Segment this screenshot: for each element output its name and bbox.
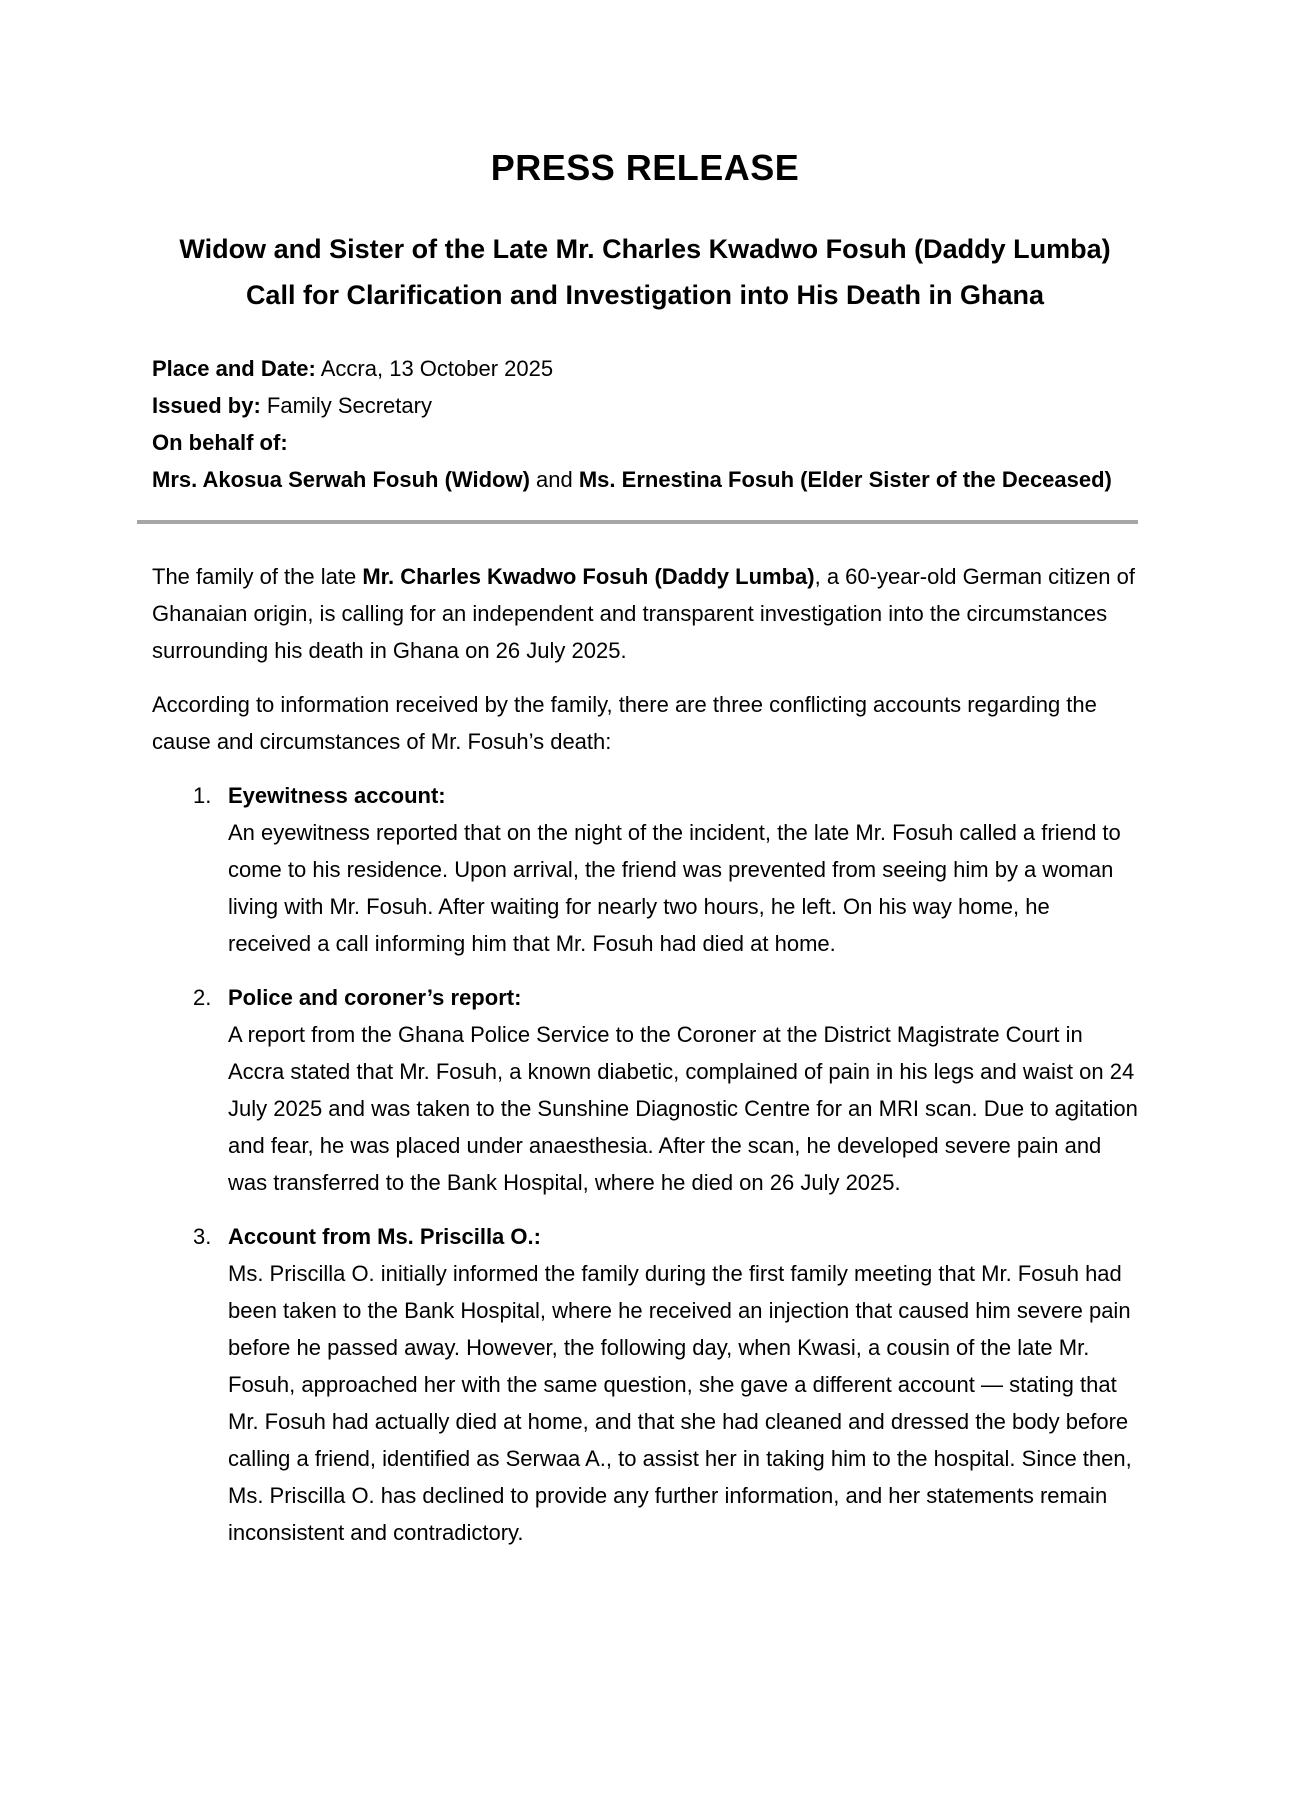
list-number: 2.	[193, 985, 212, 1010]
intro-paragraph	[152, 558, 1138, 669]
account-body: A report from the Ghana Police Service to the Coroner at the District Magistrate Court in Accra stated that Mr. Fosuh, a known diabetic, complained of pain in his legs and waist on 24 July 2025 and was taken to the Sunshine Diagnostic Centre for an MRI scan. Due to agitation and fear, he was placed under anaesthesia. After the scan, he developed severe pain and was transferred to the Bank Hospital, where he died on 26 July 2025.	[228, 1022, 1138, 1195]
place-date-value: Accra, 13 October 2025	[315, 356, 554, 381]
meta-place-date	[152, 350, 1138, 387]
intro-name-bold: Mr. Charles Kwadwo Fosuh (Daddy Lumba)	[362, 564, 815, 589]
account-body: Ms. Priscilla O. initially informed the family during the first family meeting that Mr. Fosuh had been taken to the Bank Hospital, where he received an injection that caused him severe pain before he passed away. However, the following day, when Kwasi, a cousin of the late Mr. Fosuh, approached her with the same question, she gave a different account — stating that Mr. Fosuh had actually died at home, and that she had cleaned and dressed the body before calling a friend, identified as Serwaa A., to assist her in taking him to the hospital. Since then, Ms. Priscilla O. has declined to provide any further information, and her statements remain inconsistent and contradictory.	[228, 1261, 1132, 1545]
account-heading: Eyewitness account:	[228, 783, 446, 808]
account-heading: Account from Ms. Priscilla O.:	[228, 1224, 541, 1249]
list-item-police-coroner-report	[152, 979, 1138, 1201]
meta-on-behalf	[152, 424, 1138, 461]
document-title: PRESS RELEASE	[490, 147, 800, 188]
horizontal-divider	[137, 520, 1138, 524]
meta-block	[152, 350, 1138, 498]
document-subtitle: Widow and Sister of the Late Mr. Charles Kwadwo Fosuh (Daddy Lumba) Call for Clarification and Investigation into His Death in Ghana	[179, 234, 1111, 310]
issued-by-label: Issued by:	[152, 393, 261, 418]
list-item-priscilla-account	[152, 1218, 1138, 1551]
behalf-name-sister: Ms. Ernestina Fosuh (Elder Sister of the Deceased)	[578, 467, 1112, 492]
meta-issued-by	[152, 387, 1138, 424]
account-heading: Police and coroner’s report:	[228, 985, 522, 1010]
list-number: 1.	[193, 783, 212, 808]
account-body: An eyewitness reported that on the night of the incident, the late Mr. Fosuh called a friend to come to his residence. Upon arrival, the friend was prevented from seeing him by a woman living with Mr. Fosuh. After waiting for nearly two hours, he left. On his way home, he received a call informing him that Mr. Fosuh had died at home.	[228, 820, 1121, 956]
behalf-connector: and	[529, 467, 579, 492]
place-date-label: Place and Date:	[152, 356, 316, 381]
intro-post: , a 60-year-old German citizen of Ghanaian origin, is calling for an independent and transparent investigation into the circumstances surrounding his death in Ghana on 26 July 2025.	[152, 564, 1135, 663]
issued-by-value: Family Secretary	[260, 393, 432, 418]
list-number: 3.	[193, 1224, 212, 1249]
accounts-intro-paragraph: According to information received by the family, there are three conflicting accounts regarding the cause and circumstances of Mr. Fosuh’s death:	[152, 692, 1097, 754]
accounts-list	[152, 777, 1138, 1551]
on-behalf-label: On behalf of:	[152, 430, 288, 455]
behalf-name-widow: Mrs. Akosua Serwah Fosuh (Widow)	[152, 467, 530, 492]
meta-behalf-names	[152, 461, 1138, 498]
list-item-eyewitness-account	[152, 777, 1138, 962]
intro-pre: The family of the late	[152, 564, 363, 589]
